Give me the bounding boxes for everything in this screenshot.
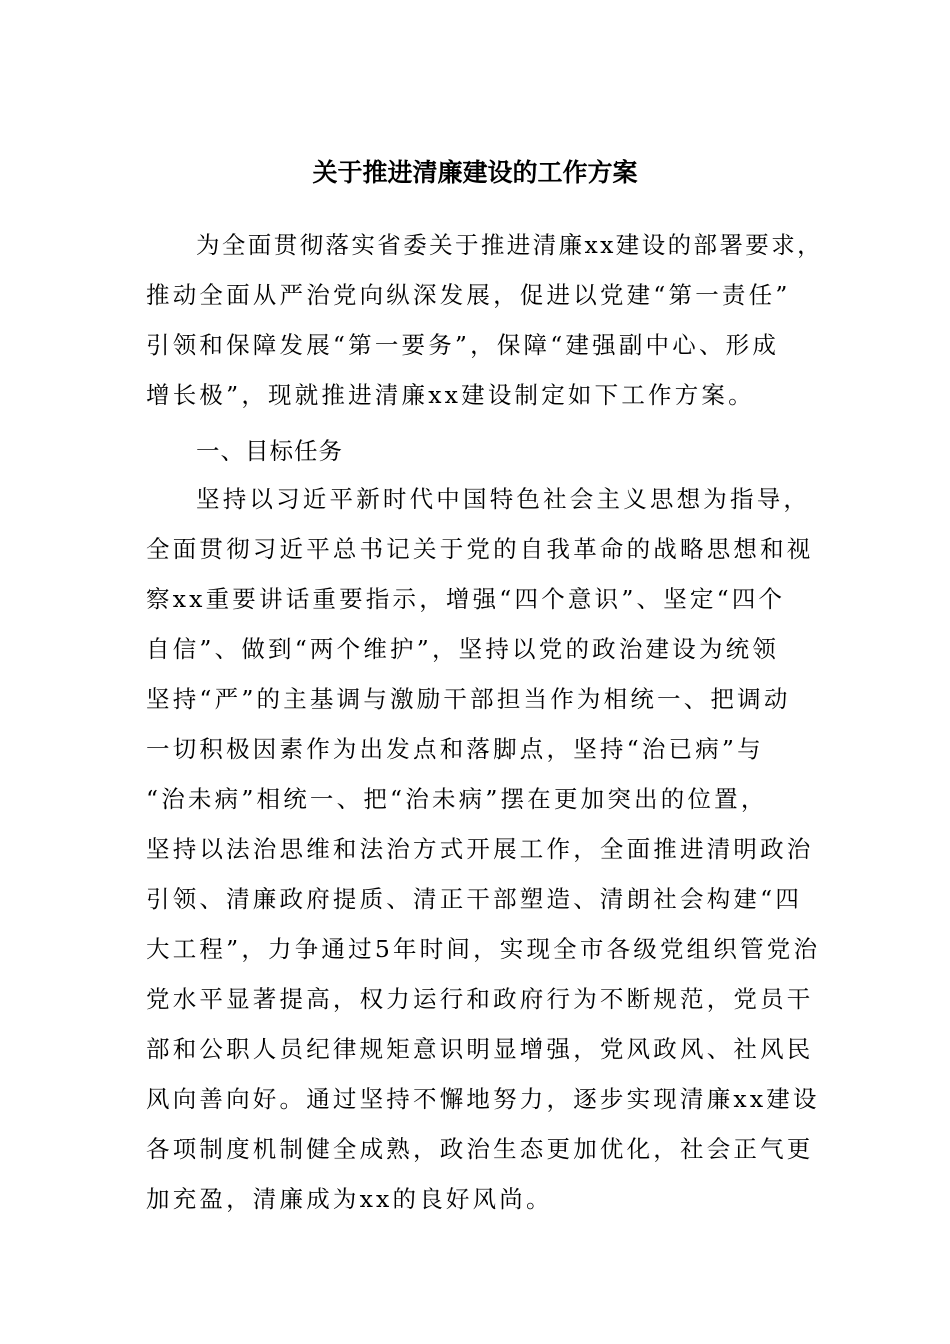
paragraph-line: 全面贯彻习近平总书记关于党的自我革命的战略思想和视: [146, 535, 814, 563]
intro-paragraph: [146, 220, 826, 420]
paragraph-line: 引领和保障发展“第一要务”，保障“建强副中心、形成: [146, 331, 780, 359]
paragraph-line: 自信”、做到“两个维护”，坚持以党的政治建设为统领: [146, 635, 780, 663]
paragraph-line: 一切积极因素作为出发点和落脚点，坚持“治已病”与: [146, 735, 764, 763]
paragraph-line: 增长极”，现就推进清廉xx建设制定如下工作方案。: [146, 381, 755, 409]
paragraph-line: 各项制度机制健全成熟，政治生态更加优化，社会正气更: [146, 1135, 814, 1163]
paragraph-line: 加充盈，清廉成为xx的良好风尚。: [146, 1185, 553, 1213]
paragraph-line: 风向善向好。通过坚持不懈地努力，逐步实现清廉xx建设: [146, 1085, 820, 1113]
paragraph-line: 察xx重要讲话重要指示，增强“四个意识”、坚定“四个: [146, 585, 786, 613]
paragraph-line: 大工程”，力争通过5年时间，实现全市各级党组织管党治: [146, 935, 821, 963]
paragraph-line: 坚持以习近平新时代中国特色社会主义思想为指导，: [196, 485, 811, 513]
document-title: 关于推进清廉建设的工作方案: [312, 158, 638, 187]
paragraph-line: 引领、清廉政府提质、清正干部塑造、清朗社会构建“四: [146, 885, 803, 913]
paragraph-line: 为全面贯彻落实省委关于推进清廉xx建设的部署要求，: [196, 231, 824, 259]
paragraph-line: “治未病”相统一、把“治未病”摆在更加突出的位置，: [146, 785, 768, 813]
paragraph-line: 推动全面从严治党向纵深发展，促进以党建“第一责任”: [146, 281, 791, 309]
paragraph-line: 部和公职人员纪律规矩意识明显增强，党风政风、社风民: [146, 1035, 814, 1063]
paragraph-line: 坚持“严”的主基调与激励干部担当作为相统一、把调动: [146, 685, 791, 713]
body-paragraph: [146, 474, 826, 1224]
paragraph-line: 党水平显著提高，权力运行和政府行为不断规范，党员干: [146, 985, 814, 1013]
paragraph-line: 坚持以法治思维和法治方式开展工作，全面推进清明政治: [146, 835, 814, 863]
section-heading: 一、目标任务: [196, 437, 343, 465]
